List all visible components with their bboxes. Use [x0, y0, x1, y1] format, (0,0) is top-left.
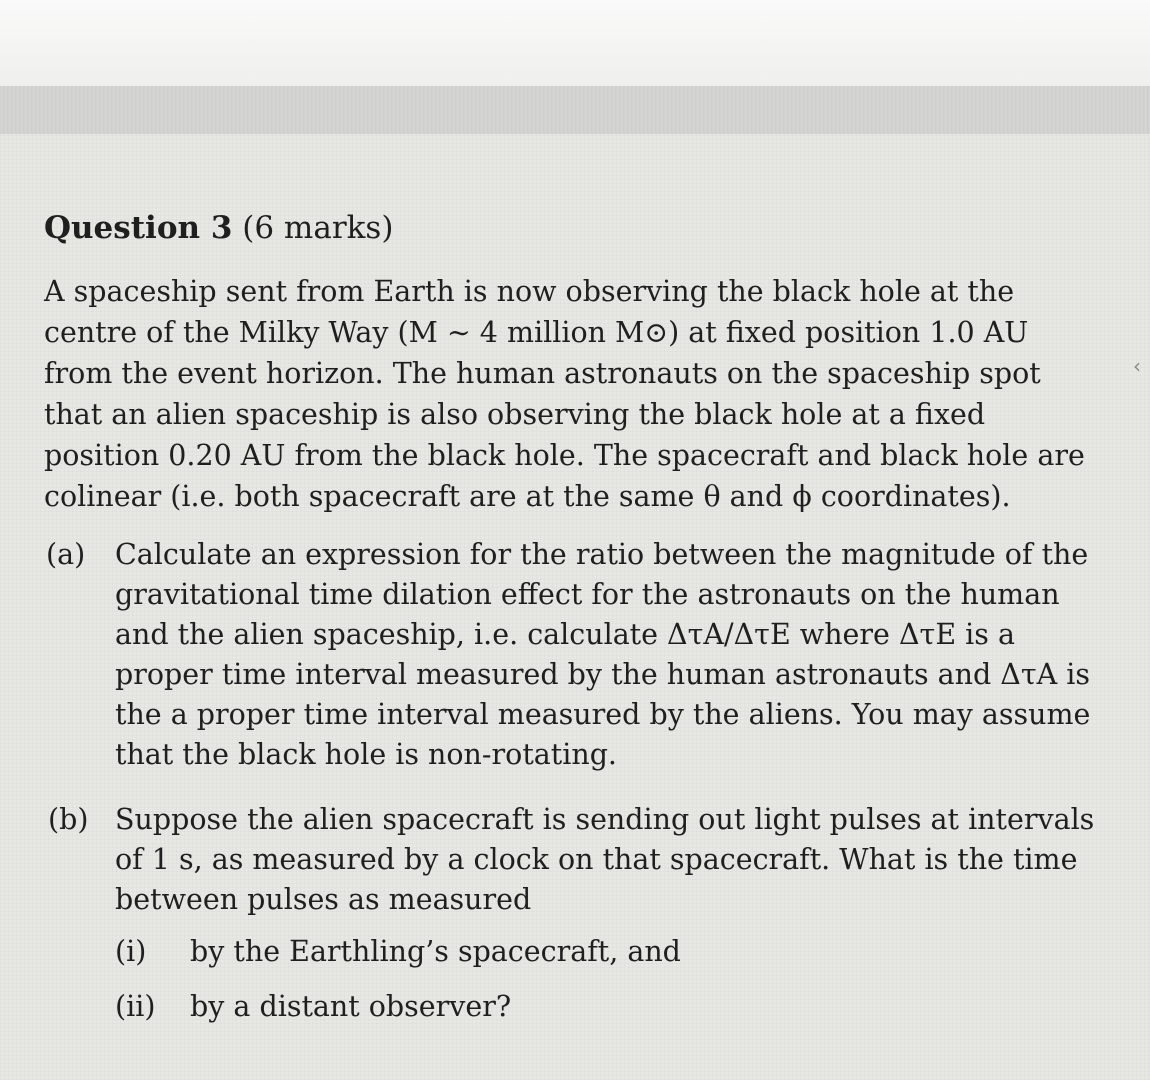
part-b-ii-label: (ii) [115, 990, 156, 1023]
intro-line-1: A spaceship sent from Earth is now observing the black hole at the [44, 275, 1015, 308]
intro-line-4: that an alien spaceship is also observing the black hole at a fixed [44, 398, 986, 431]
intro-line-3: from the event horizon. The human astronauts on the spaceship spot [44, 357, 1041, 390]
part-a-line-3: and the alien spaceship, i.e. calculate ΔτA/ΔτE where ΔτE is a [115, 618, 1015, 651]
question-heading [44, 206, 393, 250]
part-a-line-5: the a proper time interval measured by the aliens. You may assume [115, 698, 1091, 731]
part-b-i-label: (i) [115, 935, 147, 968]
part-b-line-1: Suppose the alien spacecraft is sending out light pulses at intervals [115, 803, 1095, 836]
part-a-line-1: Calculate an expression for the ratio between the magnitude of the [115, 538, 1089, 571]
part-a-line-2: gravitational time dilation effect for the astronauts on the human [115, 578, 1060, 611]
part-b-i-text: by the Earthling’s spacecraft, and [190, 935, 681, 968]
part-a-line-6: that the black hole is non-rotating. [115, 738, 617, 771]
intro-line-5: position 0.20 AU from the black hole. The spacecraft and black hole are [44, 439, 1085, 472]
part-b-line-3: between pulses as measured [115, 883, 532, 916]
part-b-label: (b) [48, 803, 89, 836]
question-number: Question 3 [44, 210, 233, 246]
part-b-line-2: of 1 s, as measured by a clock on that spacecraft. What is the time [115, 843, 1078, 876]
part-a-line-4: proper time interval measured by the human astronauts and ΔτA is [115, 658, 1091, 691]
question-marks: (6 marks) [242, 210, 394, 246]
browser-band [0, 86, 1150, 135]
intro-line-6: colinear (i.e. both spacecraft are at the same θ and ϕ coordinates). [44, 480, 1011, 513]
part-b-ii-text: by a distant observer? [190, 990, 512, 1023]
part-a-label: (a) [46, 538, 86, 571]
intro-line-2: centre of the Milky Way (M ∼ 4 million M⊙) at fixed position 1.0 AU [44, 316, 1029, 349]
monitor-bezel-top [0, 0, 1150, 86]
chevron-left-icon[interactable]: ‹ [1133, 354, 1141, 378]
